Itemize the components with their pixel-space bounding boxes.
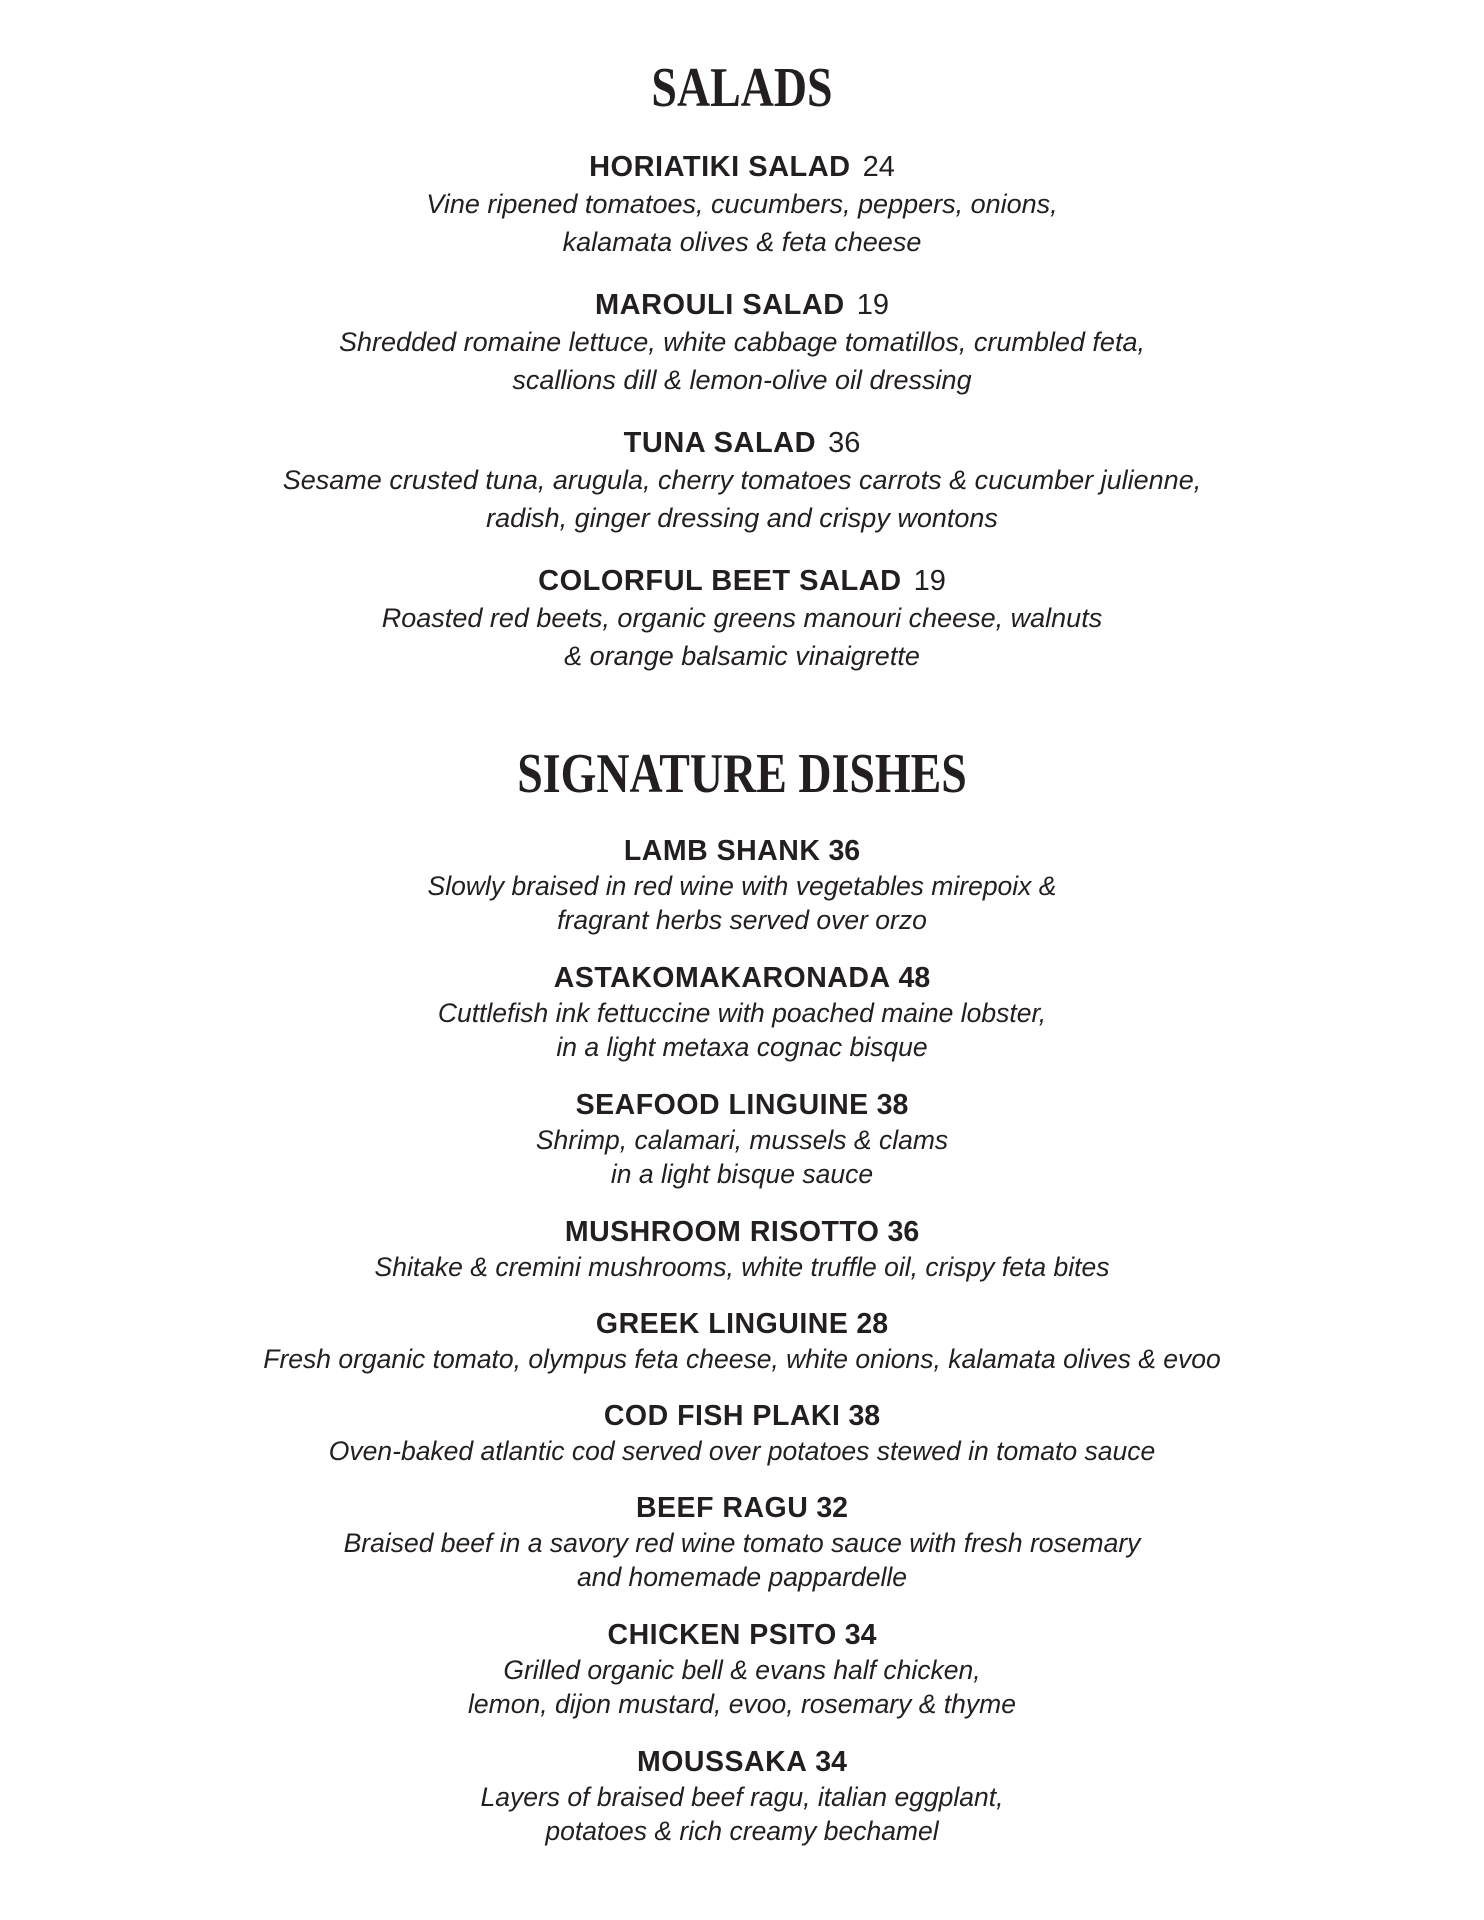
item-description-line: radish, ginger dressing and crispy wontons bbox=[486, 502, 998, 533]
item-name: LAMB SHANK bbox=[623, 835, 821, 867]
menu-item-colorful-beet-salad bbox=[0, 562, 1484, 675]
item-name: MOUSSAKA bbox=[637, 1746, 808, 1778]
item-name: COLORFUL BEET SALAD bbox=[538, 565, 902, 597]
item-price: 34 bbox=[815, 1746, 847, 1778]
item-price: 32 bbox=[816, 1492, 849, 1524]
menu-item-seafood-linguine bbox=[0, 1087, 1484, 1191]
item-description-line: Fresh organic tomato, olympus feta cheese, white onions, kalamata olives & evoo bbox=[263, 1344, 1221, 1374]
menu-item-moussaka bbox=[0, 1744, 1484, 1848]
item-price: 38 bbox=[876, 1089, 909, 1121]
item-description-line: Oven-baked atlantic cod served over potatoes stewed in tomato sauce bbox=[328, 1436, 1156, 1466]
item-description-line: and homemade pappardelle bbox=[576, 1562, 908, 1592]
item-price: 48 bbox=[898, 962, 931, 994]
item-description-line: Braised beef in a savory red wine tomato sauce with fresh rosemary bbox=[343, 1528, 1141, 1558]
item-description-line: lemon, dijon mustard, evoo, rosemary & thyme bbox=[468, 1689, 1016, 1719]
item-description-line: Vine ripened tomatoes, cucumbers, peppers, onions, bbox=[426, 189, 1058, 219]
item-description-line: & orange balsamic vinaigrette bbox=[564, 640, 920, 671]
item-description-line: potatoes & rich creamy bechamel bbox=[545, 1816, 939, 1846]
item-description-line: in a light metaxa cognac bisque bbox=[556, 1032, 928, 1062]
item-name: SEAFOOD LINGUINE bbox=[575, 1089, 869, 1121]
item-description-line: scallions dill & lemon-olive oil dressing bbox=[512, 364, 972, 395]
item-name: MAROULI SALAD bbox=[594, 289, 845, 321]
item-price: 38 bbox=[848, 1400, 881, 1432]
menu-item-chicken-psito bbox=[0, 1617, 1484, 1721]
item-price: 19 bbox=[856, 289, 890, 321]
item-description-line: in a light bisque sauce bbox=[610, 1159, 874, 1189]
item-description-line: Cuttlefish ink fettuccine with poached maine lobster, bbox=[437, 998, 1047, 1028]
item-description-line: Shrimp, calamari, mussels & clams bbox=[535, 1125, 949, 1155]
menu-item-beef-ragu bbox=[0, 1490, 1484, 1594]
item-price: 34 bbox=[844, 1619, 877, 1651]
item-description-line: Layers of braised beef ragu, italian eggplant, bbox=[480, 1782, 1004, 1812]
item-name: HORIATIKI SALAD bbox=[589, 151, 851, 183]
item-price: 36 bbox=[887, 1216, 920, 1248]
menu-item-lamb-shank bbox=[0, 833, 1484, 937]
item-name: BEEF RAGU bbox=[635, 1492, 809, 1524]
item-price: 28 bbox=[856, 1308, 889, 1340]
item-price: 24 bbox=[862, 151, 895, 183]
item-description-line: Grilled organic bell & evans half chicken, bbox=[503, 1655, 981, 1685]
item-price: 36 bbox=[828, 427, 861, 459]
signature-dishes-heading: SIGNATURE DISHES bbox=[517, 743, 967, 805]
item-description-line: kalamata olives & feta cheese bbox=[562, 226, 922, 257]
menu-item-astakomakaronada bbox=[0, 960, 1484, 1064]
menu-item-marouli-salad bbox=[0, 286, 1484, 399]
menu-item-cod-fish-plaki bbox=[0, 1398, 1484, 1468]
salads-heading: SALADS bbox=[651, 57, 833, 119]
item-name: ASTAKOMAKARONADA bbox=[553, 962, 891, 994]
menu-item-greek-linguine bbox=[0, 1306, 1484, 1376]
item-name: GREEK LINGUINE bbox=[595, 1308, 849, 1340]
item-name: MUSHROOM RISOTTO bbox=[564, 1216, 880, 1248]
item-price: 19 bbox=[913, 565, 946, 597]
item-description-line: Shitake & cremini mushrooms, white truffle oil, crispy feta bites bbox=[374, 1252, 1110, 1282]
item-description-line: Roasted red beets, organic greens manouri cheese, walnuts bbox=[381, 603, 1103, 633]
item-description-line: Sesame crusted tuna, arugula, cherry tomatoes carrots & cucumber julienne, bbox=[282, 465, 1202, 495]
menu-item-horiatiki-salad bbox=[0, 148, 1484, 261]
menu-item-tuna-salad bbox=[0, 424, 1484, 537]
item-name: COD FISH PLAKI bbox=[603, 1400, 841, 1432]
item-description-line: Shredded romaine lettuce, white cabbage tomatillos, crumbled feta, bbox=[339, 327, 1145, 357]
item-name: TUNA SALAD bbox=[623, 427, 817, 459]
item-description-line: fragrant herbs served over orzo bbox=[557, 905, 927, 935]
item-name: CHICKEN PSITO bbox=[607, 1619, 837, 1651]
item-description-line: Slowly braised in red wine with vegetables mirepoix & bbox=[427, 871, 1057, 901]
menu-item-mushroom-risotto bbox=[0, 1214, 1484, 1284]
item-price: 36 bbox=[828, 835, 861, 867]
